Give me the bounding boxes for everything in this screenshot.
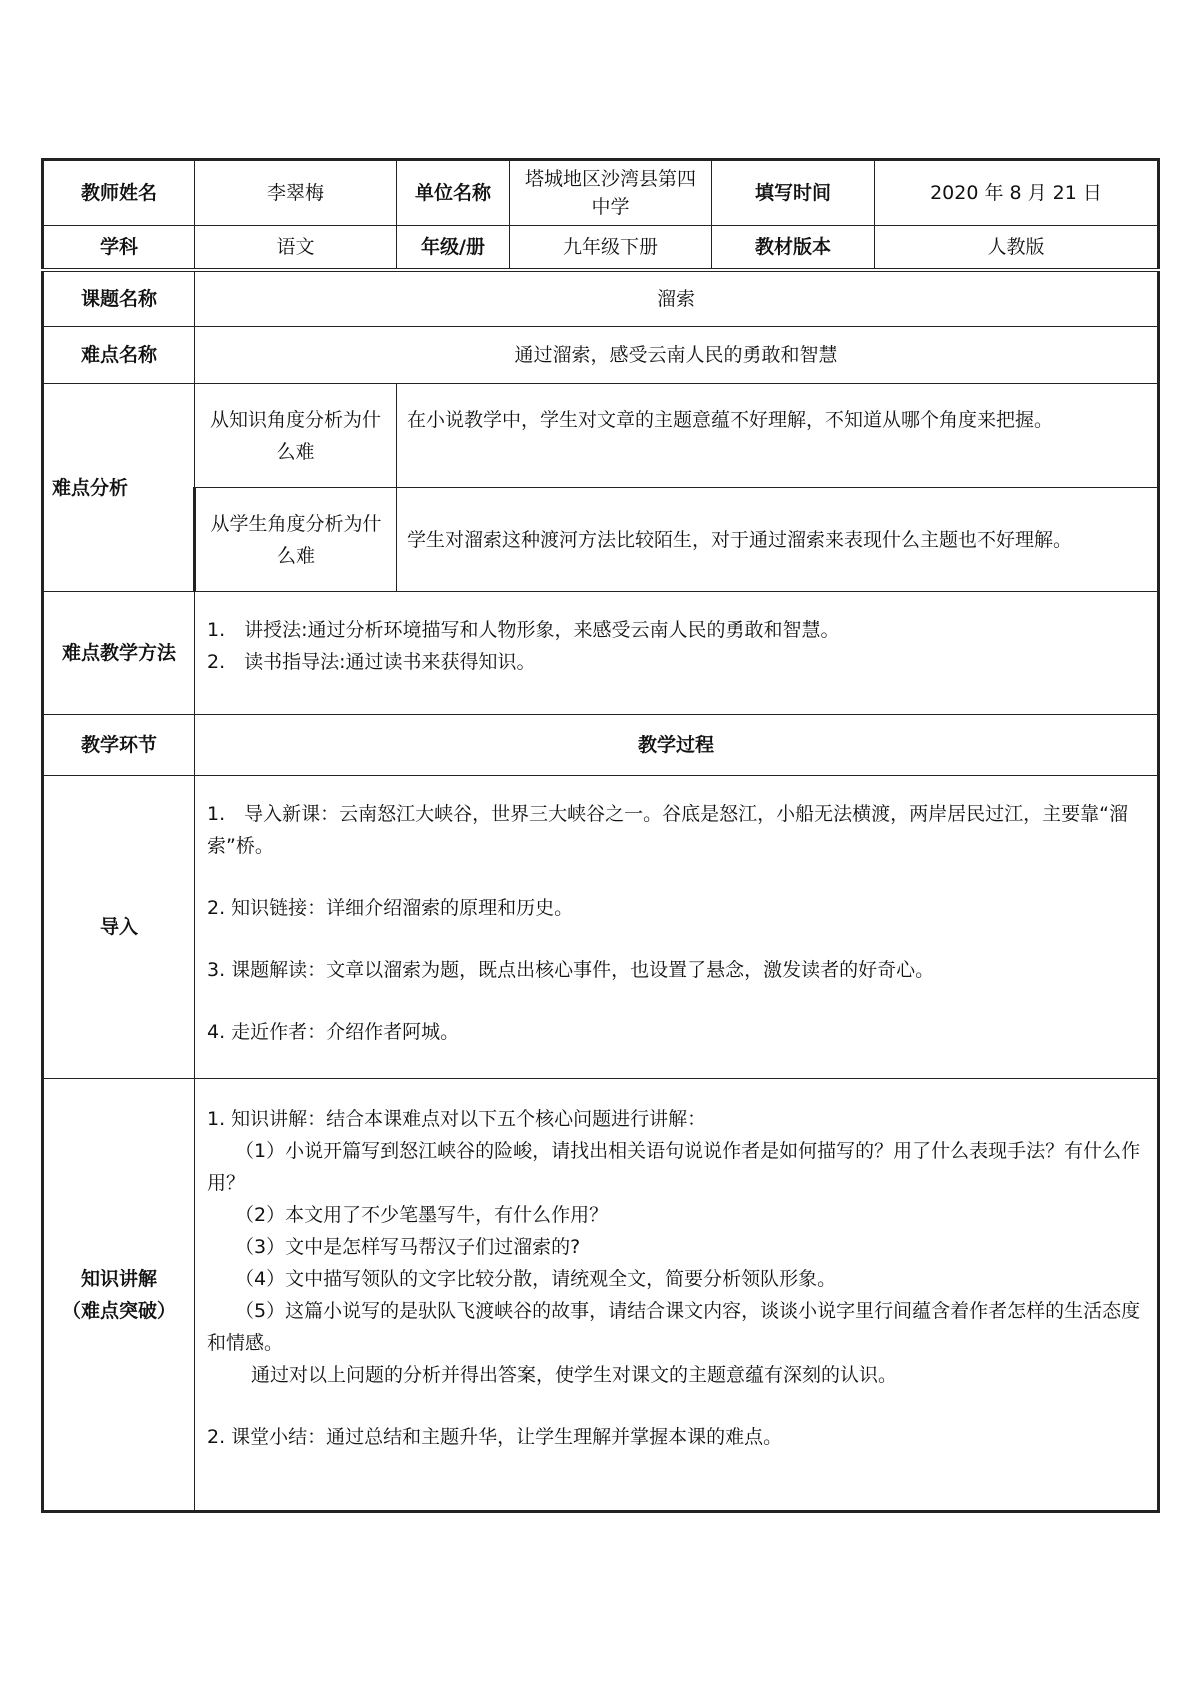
unit-name-value: 塔城地区沙湾县第四中学	[510, 160, 712, 226]
fill-time-label: 填写时间	[712, 160, 875, 226]
topic-row	[43, 270, 1159, 327]
header-row-2	[43, 226, 1159, 270]
student-angle-text: 学生对溜索这种渡河方法比较陌生，对于通过溜索来表现什么主题也不好理解。	[397, 488, 1159, 592]
intro-item: 4. 走近作者：介绍作者阿城。	[207, 1021, 460, 1043]
edition-label: 教材版本	[712, 226, 875, 270]
process-column-header: 教学过程	[195, 715, 1159, 776]
grade-label: 年级/册	[397, 226, 510, 270]
teacher-name-value: 李翠梅	[195, 160, 397, 226]
topic-label: 课题名称	[43, 270, 195, 327]
subject-value: 语文	[195, 226, 397, 270]
lecture-content	[195, 1079, 1159, 1512]
lesson-plan-table	[41, 158, 1160, 1513]
intro-row	[43, 776, 1159, 1079]
lecture-summary: 2. 课堂小结：通过总结和主题升华，让学生理解并掌握本课的难点。	[207, 1426, 783, 1448]
lecture-label	[43, 1079, 195, 1512]
lecture-question: （1）小说开篇写到怒江峡谷的险峻，请找出相关语句说说作者是如何描写的？用了什么表现手法？有什么作用？	[207, 1140, 1141, 1194]
method-item: 1. 讲授法:通过分析环境描写和人物形象，来感受云南人民的勇敢和智慧。	[207, 619, 840, 641]
difficulty-value: 通过溜索，感受云南人民的勇敢和智慧	[195, 327, 1159, 384]
lecture-question: （2）本文用了不少笔墨写牛，有什么作用？	[235, 1204, 609, 1226]
intro-label: 导入	[43, 776, 195, 1079]
lecture-question: （5）这篇小说写的是驮队飞渡峡谷的故事，请结合课文内容，谈谈小说字里行间蕴含着作者怎样的生活态度和情感。	[207, 1300, 1141, 1354]
lecture-label-line2: （难点突破）	[61, 1299, 176, 1322]
fill-time-value: 2020 年 8 月 21 日	[875, 160, 1159, 226]
student-angle-label: 从学生角度分析为什么难	[195, 488, 397, 592]
analysis-label: 难点分析	[43, 384, 195, 592]
lecture-label-line1: 知识讲解	[80, 1267, 157, 1290]
lecture-row	[43, 1079, 1159, 1512]
lecture-intro: 1. 知识讲解：结合本课难点对以下五个核心问题进行讲解：	[207, 1108, 707, 1130]
methods-label: 难点教学方法	[43, 592, 195, 715]
grade-value: 九年级下册	[510, 226, 712, 270]
analysis-row-student	[43, 488, 1159, 592]
topic-value: 溜索	[195, 270, 1159, 327]
edition-value: 人教版	[875, 226, 1159, 270]
method-item: 2. 读书指导法:通过读书来获得知识。	[207, 651, 536, 673]
intro-content	[195, 776, 1159, 1079]
lecture-question: （4）文中描写领队的文字比较分散，请统观全文，简要分析领队形象。	[235, 1268, 837, 1290]
knowledge-angle-text: 在小说教学中，学生对文章的主题意蕴不好理解，不知道从哪个角度来把握。	[397, 384, 1159, 488]
intro-item: 2. 知识链接：详细介绍溜索的原理和历史。	[207, 897, 574, 919]
stage-column-header: 教学环节	[43, 715, 195, 776]
lecture-conclusion: 通过对以上问题的分析并得出答案，使学生对课文的主题意蕴有深刻的认识。	[251, 1364, 898, 1386]
unit-name-label: 单位名称	[397, 160, 510, 226]
intro-item: 1. 导入新课：云南怒江大峡谷，世界三大峡谷之一。谷底是怒江，小船无法横渡，两岸居民过江，主要靠“溜索”桥。	[207, 803, 1128, 857]
methods-row	[43, 592, 1159, 715]
process-header-row	[43, 715, 1159, 776]
header-row-1	[43, 160, 1159, 226]
teacher-name-label: 教师姓名	[43, 160, 195, 226]
analysis-row-knowledge	[43, 384, 1159, 488]
subject-label: 学科	[43, 226, 195, 270]
difficulty-label: 难点名称	[43, 327, 195, 384]
methods-content	[195, 592, 1159, 715]
knowledge-angle-label: 从知识角度分析为什么难	[195, 384, 397, 488]
lecture-question: （3）文中是怎样写马帮汉子们过溜索的?	[235, 1236, 581, 1258]
intro-item: 3. 课题解读：文章以溜索为题，既点出核心事件，也设置了悬念，激发读者的好奇心。	[207, 959, 935, 981]
difficulty-row	[43, 327, 1159, 384]
